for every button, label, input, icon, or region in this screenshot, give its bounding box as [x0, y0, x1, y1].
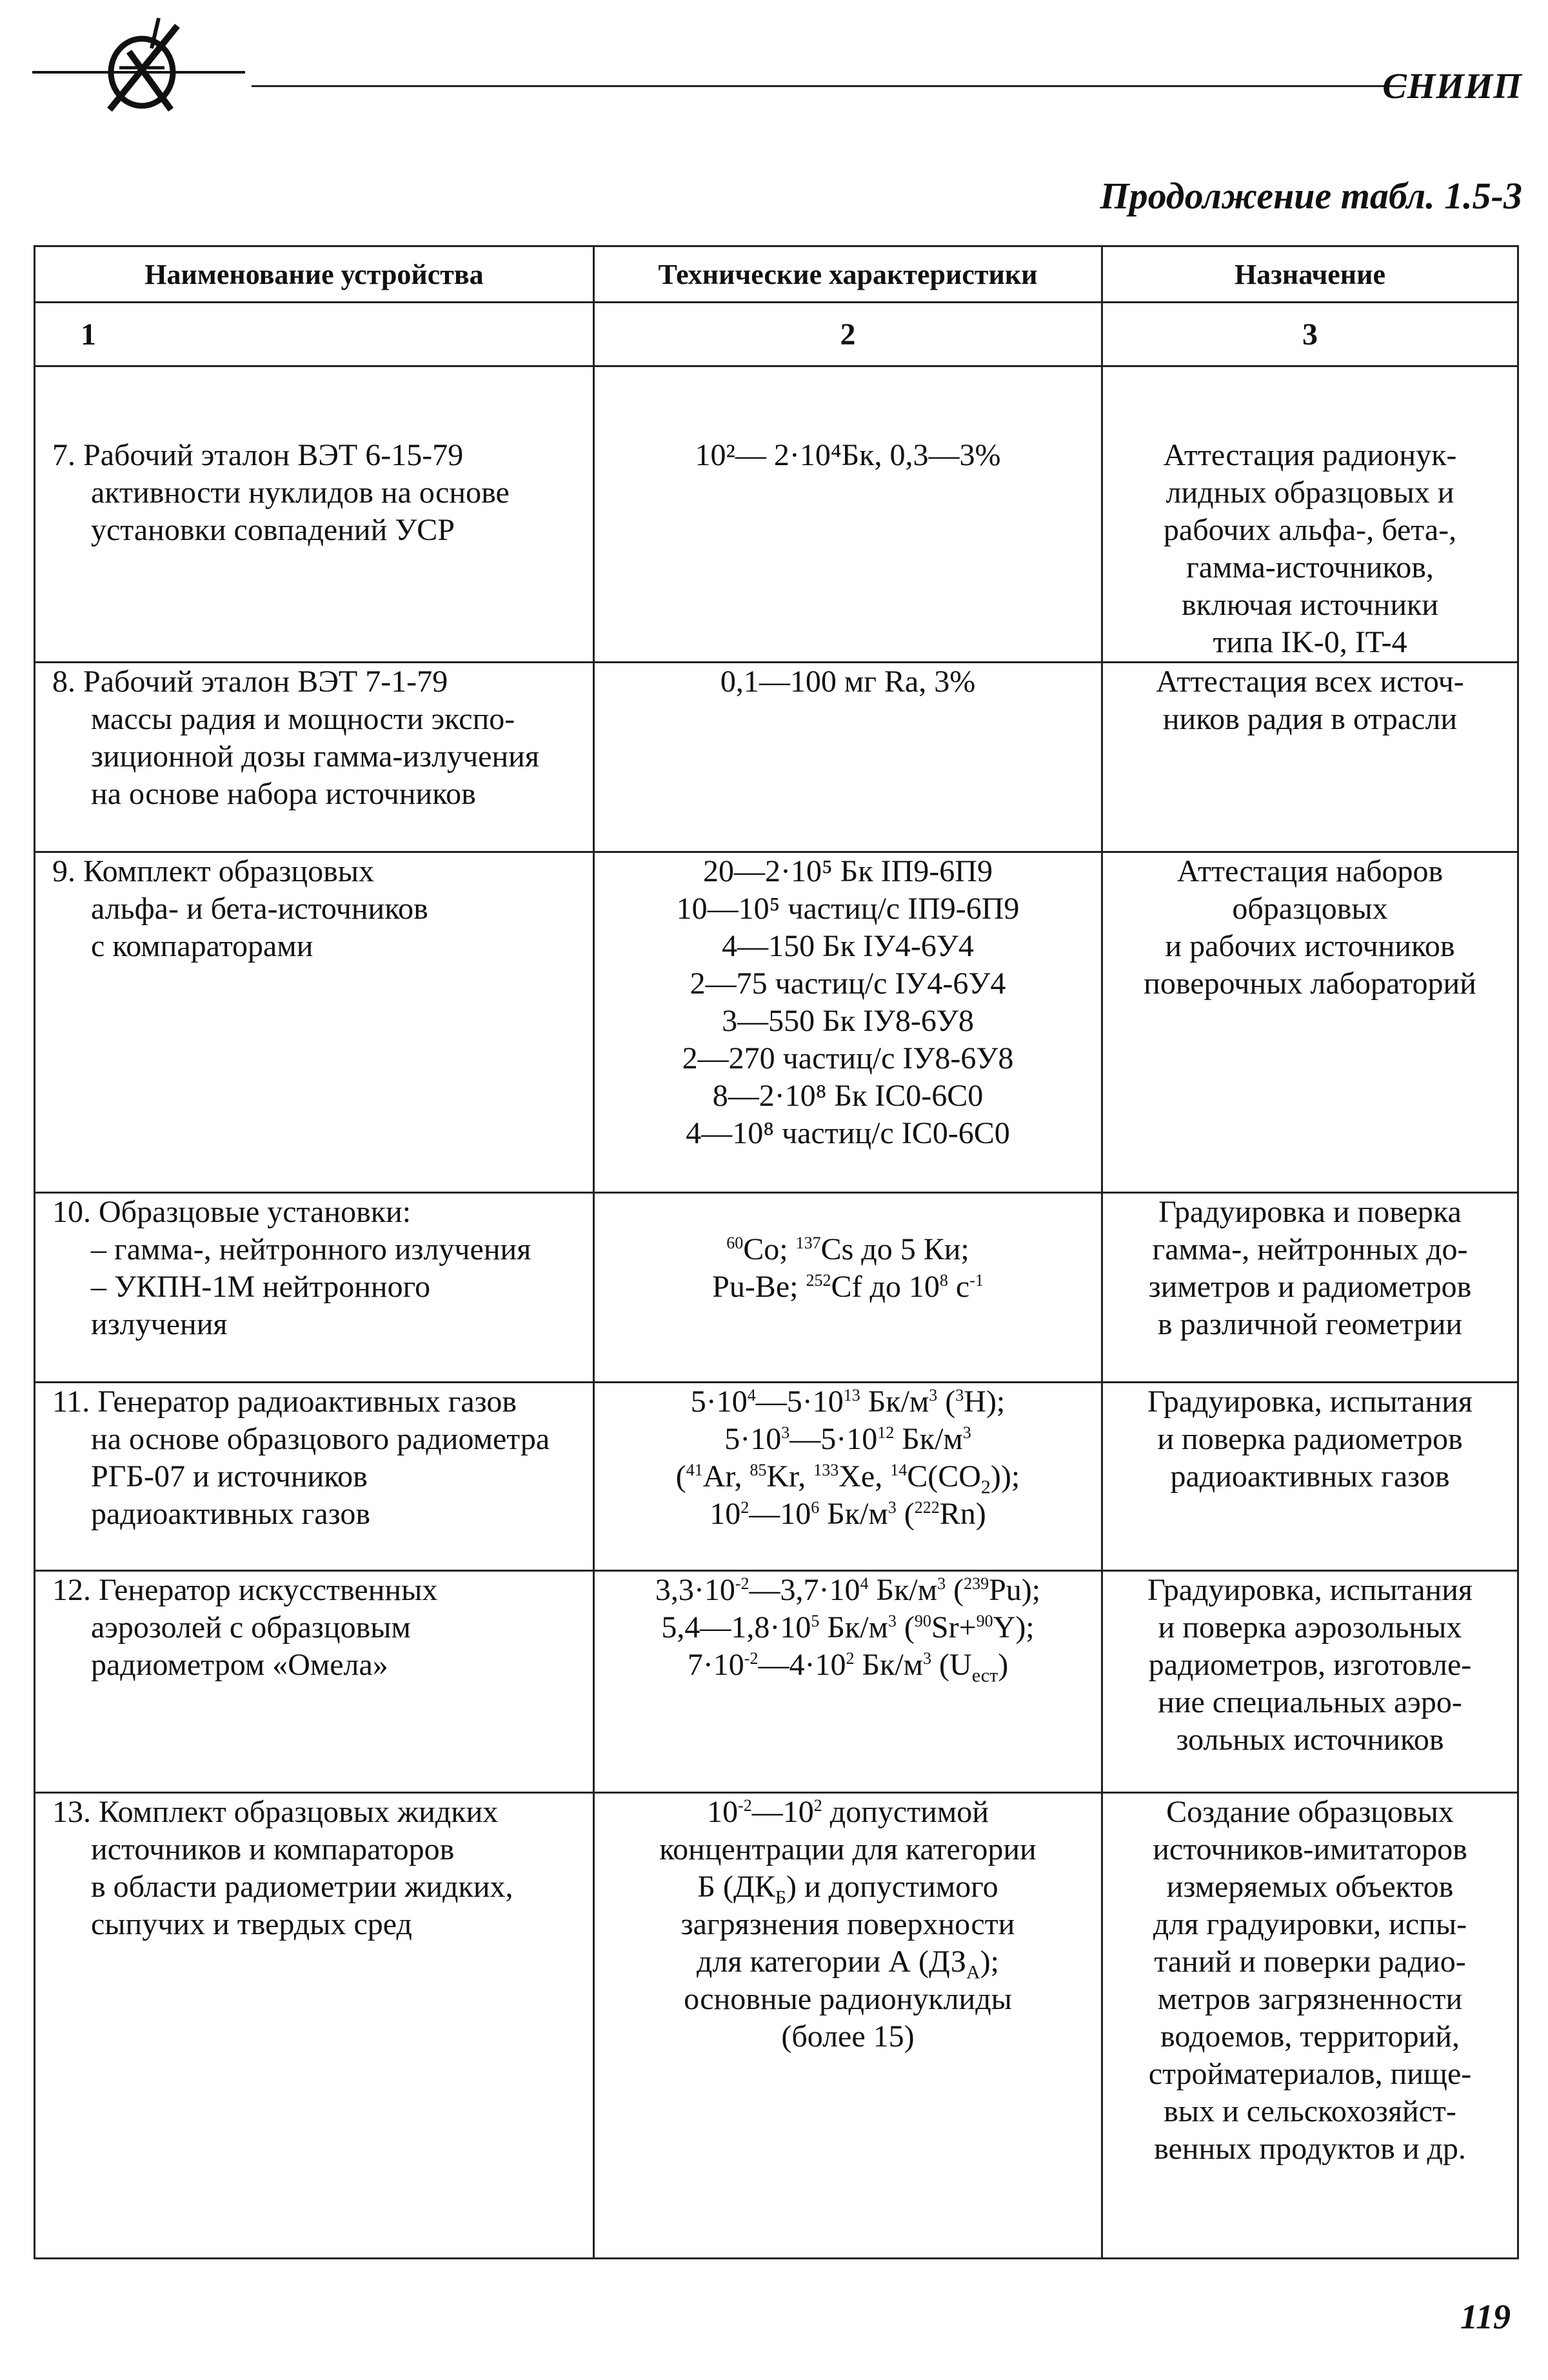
table-row	[35, 663, 1518, 852]
device-purpose: Аттестация наборов образцовых и рабочих источников поверочных лабораторий	[1102, 852, 1518, 1193]
device-name: 12. Генератор искусственных аэрозолей с образцовым радиометром «Омела»	[35, 1571, 594, 1793]
page-header	[26, 13, 1522, 142]
equipment-table	[34, 245, 1519, 2259]
device-name: 13. Комплект образцовых жидких источников и компараторов в области радиометрии жидких, сыпучих и твердых сред	[35, 1793, 594, 2259]
running-head: СНИИП	[1382, 66, 1522, 106]
column-number: 2	[594, 303, 1102, 366]
device-specs: $5\cdot 10^4—5\cdot 10^{13}$ $Бк/м^3$ ($^3$H); $5\cdot 10^3—5\cdot 10^{12}$ $Бк/м^3$ ($^{41}$Ar, $^{85}$Kr, $^{133}$Xe, $^{14}C(CO_2)$); $10^2—10^6$ $Бк/м^3$ ($^{222}$Rn)	[594, 1383, 1102, 1571]
column-number-row	[35, 303, 1518, 366]
column-number: 3	[1102, 303, 1518, 366]
device-name: 11. Генератор радиоактивных газов на основе образцового радиометра РГБ-07 и источников радиоактивных газов	[35, 1383, 594, 1571]
table-continuation-caption: Продолжение табл. 1.5-3	[1100, 175, 1522, 217]
device-specs: 0,1—100 мг Ra, 3%	[594, 663, 1102, 852]
device-purpose: Градуировка, испытания и поверка радиометров радиоактивных газов	[1102, 1383, 1518, 1571]
device-specs: 20—2·10⁵ Бк IП9-6П9 10—10⁵ частиц/с IП9-6П9 4—150 Бк IУ4-6У4 2—75 частиц/с IУ4-6У4 3—550 Бк IУ8-6У8 2—270 частиц/с IУ8-6У8 8—2·10⁸ Бк IC0-6C0 4—10⁸ частиц/с IC0-6C0	[594, 852, 1102, 1193]
device-name: 9. Комплект образцовых альфа- и бета-источников с компараторами	[35, 852, 594, 1193]
device-specs: $^{60}$Co; $^{137}$Cs до 5 Ки; Pu-Be; $^{252}$Cf до $10^8$ $с^{-1}$	[594, 1193, 1102, 1383]
page-number: 119	[1460, 2297, 1511, 2336]
table-row	[35, 366, 1518, 663]
device-specs: 10²— 2·10⁴Бк, 0,3—3%	[594, 366, 1102, 663]
column-number: 1	[35, 303, 594, 366]
device-purpose: Градуировка и поверка гамма-, нейтронных до- зиметров и радиометров в различной геометрии	[1102, 1193, 1518, 1383]
device-name: 10. Образцовые установки: – гамма-, нейтронного излучения – УКПН-1М нейтронного излучения	[35, 1193, 594, 1383]
column-header-name: Наименование устройства	[35, 246, 594, 303]
sniip-logo-icon	[32, 13, 245, 123]
column-header-purpose: Назначение	[1102, 246, 1518, 303]
device-purpose: Аттестация радионук- лидных образцовых и рабочих альфа-, бета-, гамма-источников, включая источники типа IK-0, IT-4	[1102, 366, 1518, 663]
table-row	[35, 1793, 1518, 2259]
device-name: 8. Рабочий эталон ВЭТ 7-1-79 массы радия и мощности экспо- зиционной дозы гамма-излучения на основе набора источников	[35, 663, 594, 852]
header-rule	[252, 85, 1406, 87]
device-specs: $10^{-2}—10^2$ допустимой концентрации для категории Б $(ДК_Б)$ и допустимого загрязнения поверхности для категории А $(ДЗ_А)$; основные радионуклиды (более 15)	[594, 1793, 1102, 2259]
table-row	[35, 1383, 1518, 1571]
device-name: 7. Рабочий эталон ВЭТ 6-15-79 активности нуклидов на основе установки совпадений УСР	[35, 366, 594, 663]
table-row	[35, 852, 1518, 1193]
table-row	[35, 1571, 1518, 1793]
device-purpose: Градуировка, испытания и поверка аэрозольных радиометров, изготовле- ние специальных аэро- зольных источников	[1102, 1571, 1518, 1793]
device-specs: $3,3\cdot 10^{-2}—3,7\cdot 10^4$ $Бк/м^3$ ($^{239}$Pu); $5,4—1,8\cdot 10^5$ $Бк/м^3$ ($^{90}$Sr+$^{90}$Y); $7\cdot 10^{-2}—4\cdot 10^2$ $Бк/м^3$ $(U_{ест})$	[594, 1571, 1102, 1793]
device-purpose: Аттестация всех источ- ников радия в отрасли	[1102, 663, 1518, 852]
table-row	[35, 1193, 1518, 1383]
device-purpose: Создание образцовых источников-имитаторов измеряемых объектов для градуировки, испы- таний и поверки радио- метров загрязненности водоемов, территорий, стройматериалов, пище- вых и сельскохозяйст- венных продуктов и др.	[1102, 1793, 1518, 2259]
column-header-specs: Технические характеристики	[594, 246, 1102, 303]
table-header-row	[35, 246, 1518, 303]
